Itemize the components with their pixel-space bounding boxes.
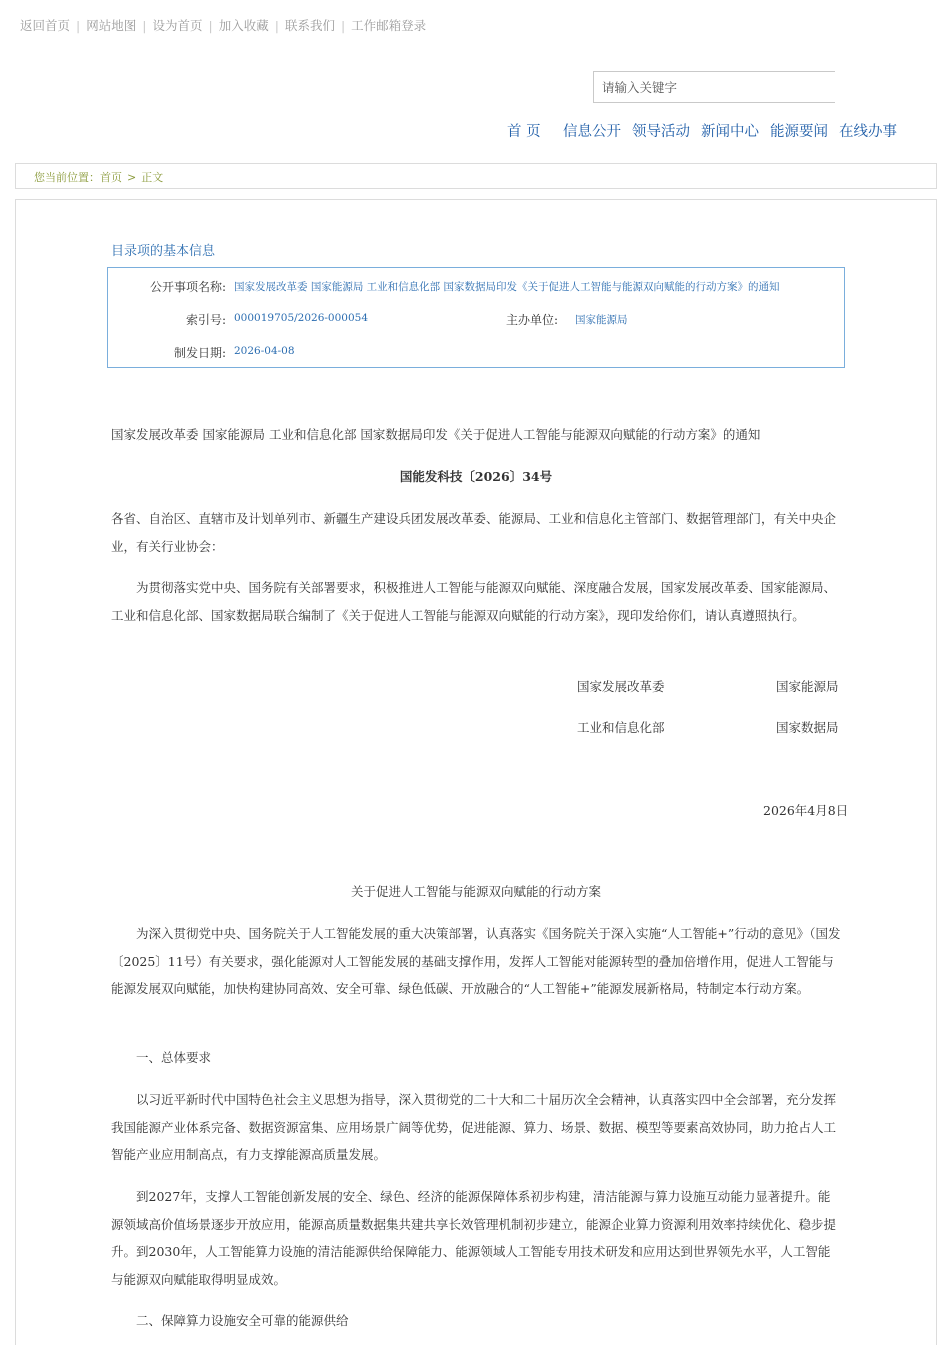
divider: | (208, 18, 213, 33)
recipients-paragraph: 各省、自治区、直辖市及计划单列市、新疆生产建设兵团发展改革委、能源局、工业和信息化主管部门、数据管理部门，有关中央企业，有关行业协会： (111, 511, 837, 554)
link-add-favorite[interactable]: 加入收藏 (218, 18, 269, 33)
breadcrumb-prefix: 您当前位置： (34, 171, 100, 184)
intro-paragraph: 为贯彻落实党中央、国务院有关部署要求，积极推进人工智能与能源双向赋能、深度融合发展，国家发展改革委、国家能源局、工业和信息化部、国家数据局联合编制了《关于促进人工智能与能源双向赋能的行动方案》，现印发给你们，请认真遵照执行。 (111, 580, 837, 623)
doc-number: 国能发科技〔2026〕34号 (399, 469, 553, 484)
catalog-date-value: 2026-04-08 (234, 345, 295, 357)
search-input[interactable] (594, 72, 835, 102)
divider: | (142, 18, 147, 33)
signatory-nea: 国家能源局 (776, 679, 839, 694)
divider: | (274, 18, 279, 33)
catalog-unit-label: 主办单位: (505, 313, 558, 327)
link-contact[interactable]: 联系我们 (284, 18, 335, 33)
link-home[interactable]: 返回首页 (20, 18, 71, 33)
search-box (593, 71, 835, 103)
section1-paragraph-2: 到2027年，支撑人工智能创新发展的安全、绿色、经济的能源保障体系初步构建，清洁能源与算力设施互动能力显著提升。能源领域高价值场景逐步开放应用，能源高质量数据集共建共享长效管理机制初步建立，能源企业算力资源利用效率持续优化、稳步提升。到2030年，人工智能算力设施的清洁能源供给保障能力、能源领域人工智能专用技术研发和应用达到世界领先水平，人工智能与能源双向赋能取得明显成效。 (111, 1189, 837, 1287)
catalog-heading: 目录项的基本信息 (111, 244, 216, 259)
main-nav (0, 120, 950, 142)
nav-home[interactable]: 首 页 (507, 124, 541, 140)
breadcrumb-separator: > (127, 171, 137, 184)
plan-title: 关于促进人工智能与能源双向赋能的行动方案 (350, 884, 601, 899)
nav-info-public[interactable]: 信息公开 (563, 124, 621, 140)
divider: | (76, 18, 81, 33)
main-content-frame (15, 199, 937, 1345)
top-links-bar (20, 16, 426, 34)
divider: | (340, 18, 346, 33)
catalog-index-value: 000019705/2026-000054 (234, 312, 369, 324)
catalog-name-value: 国家发展改革委 国家能源局 工业和信息化部 国家数据局印发《关于促进人工智能与能源双向赋能的行动方案》的通知 (234, 281, 780, 293)
link-email-login[interactable]: 工作邮箱登录 (351, 18, 427, 33)
link-set-homepage[interactable]: 设为首页 (152, 18, 203, 33)
article-title: 国家发展改革委 国家能源局 工业和信息化部 国家数据局印发《关于促进人工智能与能源双向赋能的行动方案》的通知 (111, 427, 761, 442)
catalog-date-label: 制发日期: (173, 346, 226, 360)
nav-leader-activity[interactable]: 领导活动 (632, 124, 690, 140)
breadcrumb-home[interactable]: 首页 (100, 171, 122, 184)
section1-paragraph-1: 以习近平新时代中国特色社会主义思想为指导，深入贯彻党的二十大和二十届历次全会精神，认真落实四中全会部署，充分发挥我国能源产业体系完备、数据资源富集、应用场景广阔等优势，促进能源、算力、场景、数据、模型等要素高效协同，助力抢占人工智能产业应用制高点，有力支撑能源高质量发展。 (111, 1092, 837, 1162)
nav-energy-news[interactable]: 能源要闻 (770, 124, 828, 140)
breadcrumb (15, 163, 937, 189)
issue-date: 2026年4月8日 (763, 803, 849, 818)
plan-intro-paragraph: 为深入贯彻党中央、国务院关于人工智能发展的重大决策部署，认真落实《国务院关于深入实施“人工智能+”行动的意见》（国发〔2025〕11号）有关要求，强化能源对人工智能发展的基础支撑作用，发挥人工智能对能源转型的叠加倍增作用，促进人工智能与能源发展双向赋能，加快构建协同高效、安全可靠、绿色低碳、开放融合的“人工智能+”能源发展新格局，特制定本行动方案。 (111, 926, 841, 996)
nav-news-center[interactable]: 新闻中心 (701, 124, 759, 140)
catalog-index-label: 索引号: (185, 313, 226, 327)
breadcrumb-current: 正文 (141, 171, 164, 184)
section2-heading: 二、保障算力设施安全可靠的能源供给 (136, 1313, 349, 1328)
nav-online-service[interactable]: 在线办事 (839, 124, 897, 140)
link-sitemap[interactable]: 网站地图 (86, 18, 137, 33)
signatory-nda: 国家数据局 (776, 720, 839, 735)
signatory-ndrc: 国家发展改革委 (577, 679, 665, 694)
catalog-name-label: 公开事项名称: (149, 280, 226, 294)
catalog-unit-value: 国家能源局 (575, 314, 628, 326)
signatory-miit: 工业和信息化部 (577, 720, 665, 735)
section1-heading: 一、总体要求 (136, 1050, 212, 1065)
